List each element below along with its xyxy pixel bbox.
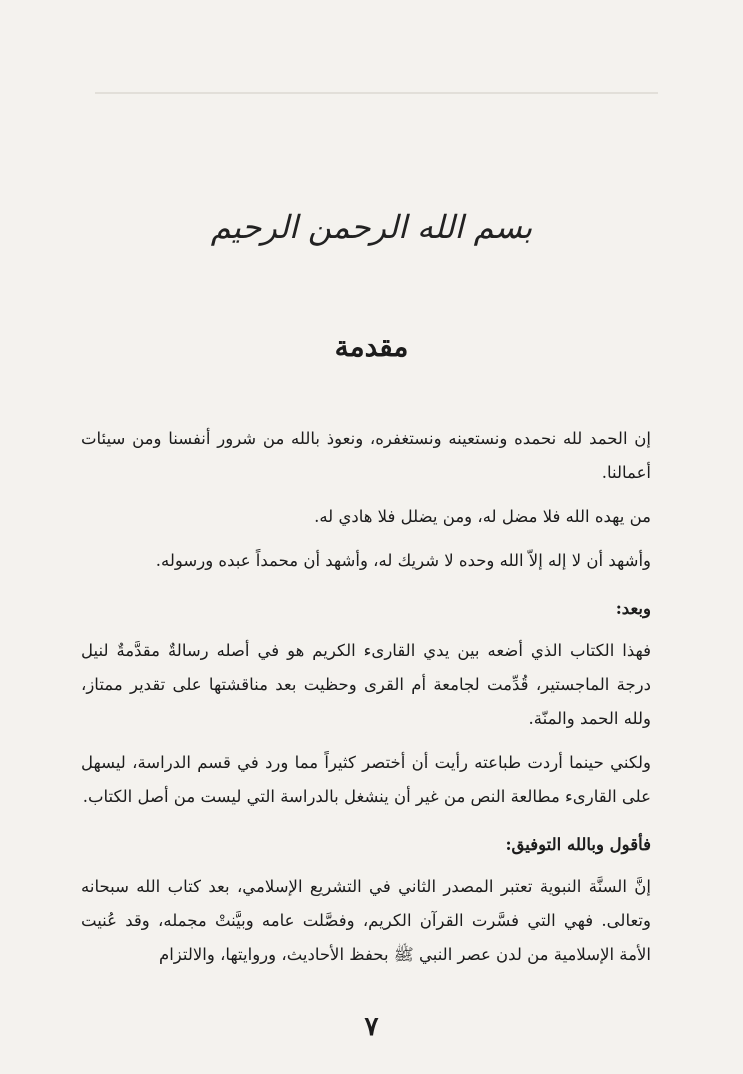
paragraph-8: إنَّ السنَّة النبوية تعتبر المصدر الثاني في التشريع الإسلامي، بعد كتاب الله سبحانه وتعالى. فهي التي فسَّرت القرآن الكريم، وفصَّلت عامه وبيَّنتْ مجمله، وقد عُنيت الأمة الإسلامية من لدن عصر النبي ﷺ بحفظ الأحاديث، وروايتها، والالتزام [81, 877, 651, 964]
paragraph-3: وأشهد أن لا إله إلاّ الله وحده لا شريك له، وأشهد أن محمداً عبده ورسوله. [155, 551, 651, 570]
paragraph-2: من يهده الله فلا مضل له، ومن يضلل فلا هادي له. [314, 507, 651, 526]
paragraph-4: وبعد: [615, 599, 651, 618]
paragraph-1: إن الحمد لله نحمده ونستعينه ونستغفره، ونعوذ بالله من شرور أنفسنا ومن سيئات أعمالنا. [81, 429, 651, 482]
paragraph-6: ولكني حينما أردت طباعته رأيت أن أختصر كثيراً مما ورد في قسم الدراسة، ليسهل على القارىء مطالعة النص من غير أن ينشغل بالدراسة التي ليست من أصل الكتاب. [81, 753, 651, 806]
basmala-calligraphy: بسم الله الرحمن الرحيم [210, 208, 533, 246]
page-title: مقدمة [334, 330, 409, 363]
paragraph-5: فهذا الكتاب الذي أضعه بين يدي القارىء الكريم هو في أصله رسالةٌ مقدَّمةٌ لنيل درجة الماجستير، قُدِّمت لجامعة أم القرى وحظيت بعد مناقشتها على تقدير ممتاز، ولله الحمد والمنّة. [81, 641, 651, 728]
page-number: ٧ [364, 1012, 379, 1042]
body-text [81, 422, 651, 980]
page-rule [95, 92, 658, 94]
paragraph-7: فأقول وبالله التوفيق: [505, 835, 651, 854]
